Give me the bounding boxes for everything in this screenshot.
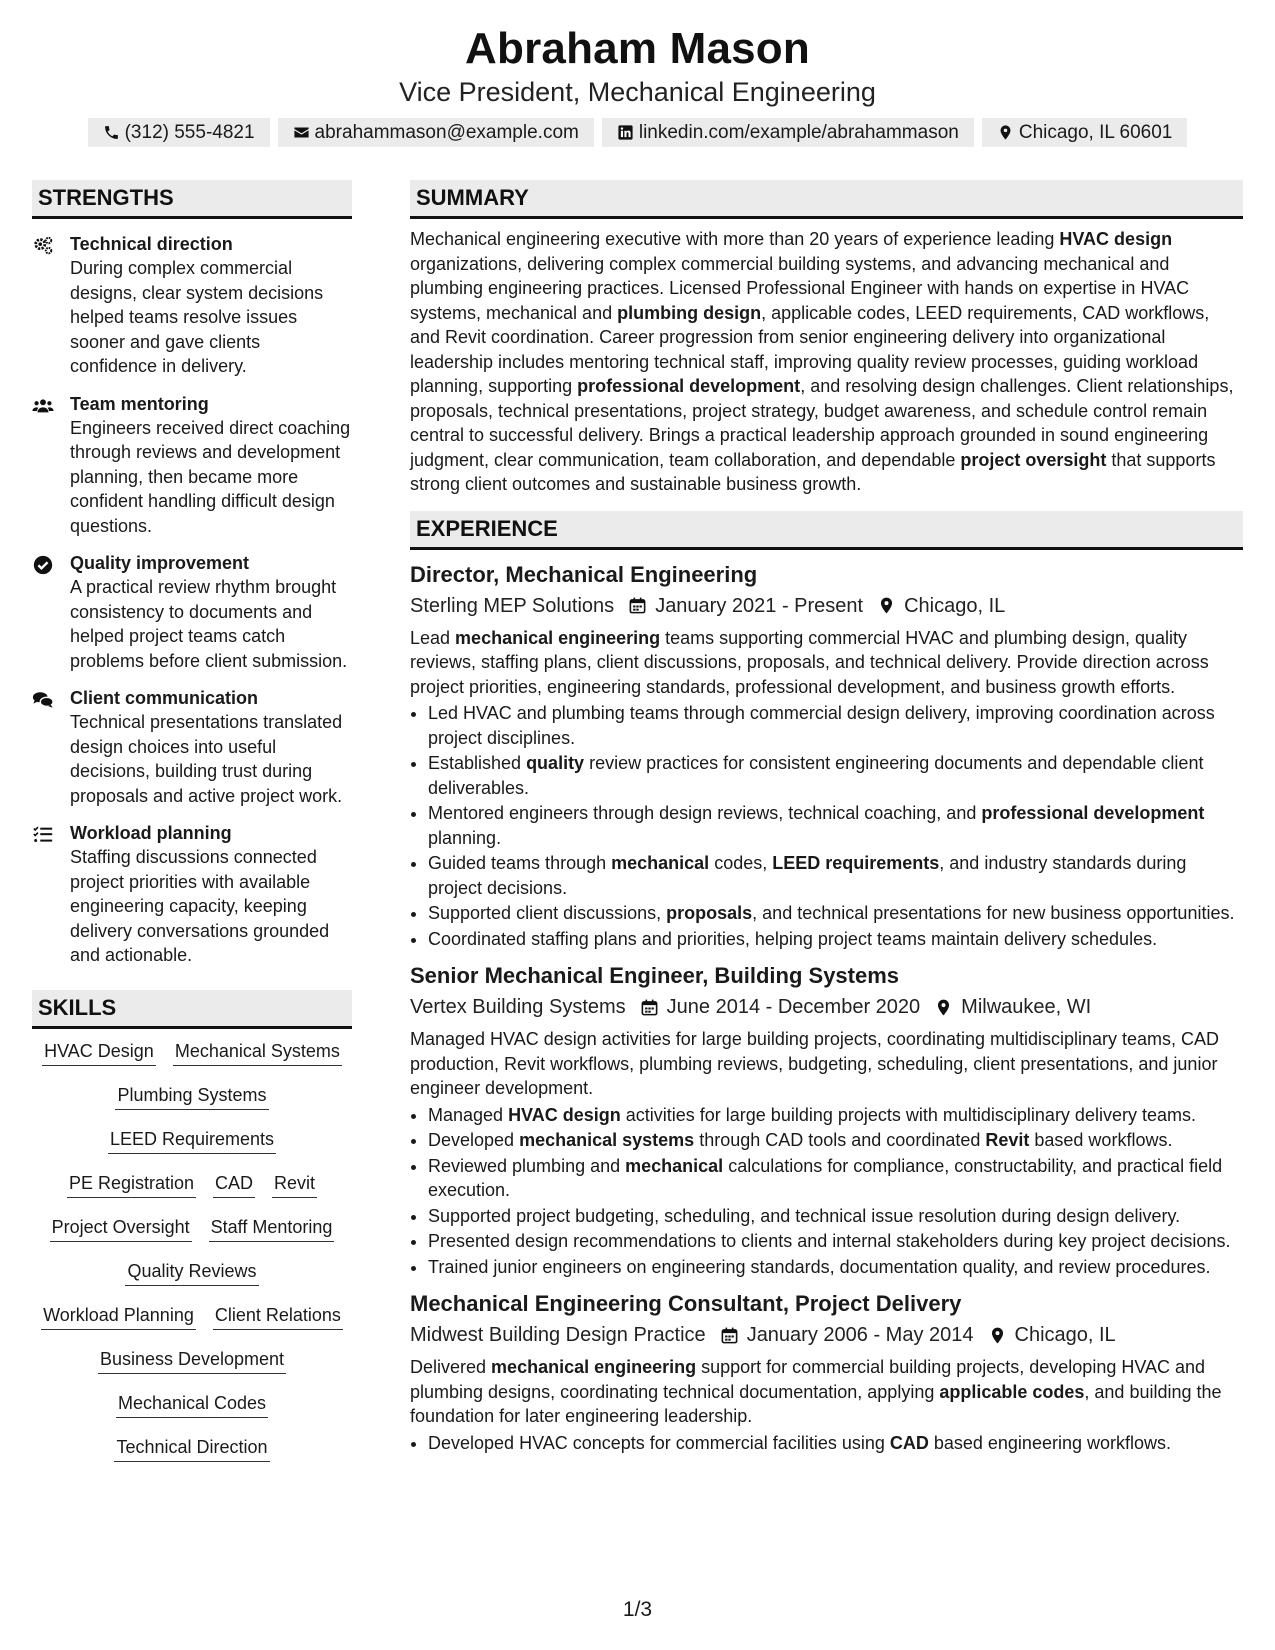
job-description-text: Delivered — [410, 1357, 492, 1377]
strength-text: During complex commercial designs, clear system decisions helped teams resolve issues sooner and gave clients confidence in delivery. — [70, 258, 324, 376]
job-title: Director, Mechanical Engineering — [410, 561, 758, 587]
skill-tag: Workload Planning — [41, 1303, 196, 1330]
left-column — [32, 180, 352, 1479]
list-check-icon — [32, 824, 54, 846]
job-description-bold-text: mechanical engineering — [455, 627, 661, 648]
skill-row — [32, 1347, 352, 1374]
job-title: Senior Mechanical Engineer, Building Systems — [410, 963, 900, 988]
strength-title: Client communication — [70, 688, 259, 708]
job-bullet — [428, 1154, 1243, 1203]
job-meta — [410, 592, 1243, 620]
skill-tag: Plumbing Systems — [115, 1083, 268, 1110]
job-bullet-bold-text: mechanical systems — [519, 1130, 695, 1150]
job-bullet-bold-text: quality — [526, 753, 585, 773]
job-bullet-text: activities for large building projects with multidisciplinary delivery teams. — [620, 1104, 1196, 1125]
calendar-icon — [720, 1326, 739, 1345]
job-bullet-text: codes, — [709, 853, 773, 873]
strength-item — [32, 551, 352, 673]
job-bullet-bold-text: LEED requirements — [772, 853, 940, 873]
skill-tag: Project Oversight — [50, 1215, 192, 1242]
skill-tag: Mechanical Codes — [116, 1391, 268, 1418]
job-location: Milwaukee, WI — [961, 996, 1092, 1018]
experience-list — [410, 560, 1243, 1456]
job-dates: January 2021 - Present — [655, 594, 864, 617]
job-meta — [410, 1321, 1243, 1349]
contact-phone[interactable] — [88, 118, 270, 147]
contact-bar — [0, 118, 1275, 147]
job-bullet-bold-text: proposals — [666, 903, 753, 923]
job-bullet-text: Trained junior engineers on engineering standards, documentation quality, and review procedures. — [428, 1256, 1211, 1277]
job-bullet-text: Guided teams through — [428, 853, 612, 873]
summary-heading: SUMMARY — [410, 180, 1243, 219]
summary-bold-text: plumbing design — [617, 302, 762, 323]
skill-row — [32, 1171, 352, 1198]
job-bullet-text: Supported project budgeting, scheduling, and technical issue resolution during design delivery. — [428, 1205, 1181, 1226]
contact-linkedin-text: linkedin.com/example/abrahammason — [638, 122, 959, 143]
job-description-text: , and building the foundation for later engineering leadership. — [410, 1381, 1222, 1426]
location-pin-icon — [934, 998, 953, 1017]
resume-header — [0, 0, 1275, 147]
skill-tag: Business Development — [98, 1347, 286, 1374]
skill-row — [32, 1303, 352, 1330]
job-bullet-text: Led HVAC and plumbing teams through commercial design delivery, improving coordination across project disciplines. — [428, 703, 1215, 748]
job-bullet-text: based workflows. — [1029, 1130, 1173, 1150]
job-bullet-text: Developed HVAC concepts for commercial facilities using — [428, 1432, 890, 1453]
location-pin-icon — [877, 596, 896, 615]
skills-list — [32, 1029, 352, 1462]
job-bullet-bold-text: Revit — [985, 1130, 1030, 1150]
strength-title: Quality improvement — [70, 553, 250, 573]
job-description-text: Lead — [410, 627, 456, 648]
job-bullet — [428, 801, 1243, 850]
job-company: Sterling MEP Solutions — [410, 594, 615, 617]
summary-bold-text: professional development — [577, 376, 801, 396]
job-bullet-text: through CAD tools and coordinated — [694, 1130, 986, 1150]
job-bullet — [428, 701, 1243, 750]
job-bullet-text: , and technical presentations for new business opportunities. — [752, 903, 1235, 923]
job-bullets — [410, 1103, 1243, 1280]
users-icon — [32, 395, 54, 417]
skill-row — [32, 1215, 352, 1242]
summary-text: Mechanical engineering executive with more than 20 years of experience leading — [410, 229, 1060, 249]
job-location: Chicago, IL — [904, 594, 1006, 617]
skill-row — [32, 1083, 352, 1110]
calendar-icon — [628, 596, 647, 615]
phone-icon — [103, 124, 120, 141]
job-bullet-bold-text: professional development — [981, 803, 1205, 823]
strength-item — [32, 821, 352, 968]
job-bullets — [410, 701, 1243, 951]
job-bullet — [428, 851, 1243, 900]
right-column — [410, 180, 1243, 1479]
job-bullet-bold-text: mechanical — [611, 853, 710, 873]
contact-phone-text: (312) 555-4821 — [124, 122, 255, 143]
skill-tag: LEED Requirements — [108, 1127, 276, 1154]
job-entry — [410, 560, 1243, 952]
job-title: Mechanical Engineering Consultant, Project Delivery — [410, 1291, 962, 1316]
contact-linkedin[interactable] — [602, 118, 974, 147]
job-description — [410, 626, 1243, 700]
job-company: Midwest Building Design Practice — [410, 1324, 706, 1346]
job-description-bold-text: applicable codes — [939, 1381, 1085, 1402]
summary-text: , and resolving design challenges. Client relationships, proposals, technical presentations, project strategy, budget awareness, and schedule control remain central to successful delivery. Brings a practical leadership approach grounded in sound engineering judgment, clear communication, team collaboration, and dependable — [410, 376, 1234, 470]
job-entry — [410, 961, 1243, 1279]
job-bullet-text: Reviewed plumbing and — [428, 1155, 626, 1176]
job-bullet-text: review practices for consistent engineering documents and dependable client deliverables. — [428, 753, 1204, 798]
location-pin-icon — [988, 1326, 1007, 1345]
job-dates: June 2014 - December 2020 — [666, 996, 921, 1018]
job-bullet-text: planning. — [428, 827, 502, 848]
page-number: 1/3 — [622, 1598, 653, 1621]
job-bullet — [428, 751, 1243, 800]
strength-title: Technical direction — [70, 234, 233, 254]
strength-text: A practical review rhythm brought consistency to documents and helped project teams catch problems before client submission. — [70, 577, 348, 671]
job-bullet-text: Developed — [428, 1130, 520, 1150]
skill-tag: Technical Direction — [114, 1435, 269, 1462]
job-bullet — [428, 927, 1243, 952]
contact-location — [982, 118, 1188, 147]
contact-location-text: Chicago, IL 60601 — [1018, 122, 1173, 143]
job-bullet — [428, 1204, 1243, 1229]
job-bullet — [428, 1229, 1243, 1254]
contact-email[interactable] — [278, 118, 594, 147]
skill-row — [32, 1127, 352, 1154]
strength-text: Engineers received direct coaching through reviews and development planning, then became more confident handling difficult design questions. — [70, 417, 351, 536]
envelope-icon — [293, 124, 310, 141]
job-description-text: Managed HVAC design activities for large building projects, coordinating multidisciplinary teams, CAD production, Revit workflows, plumbing reviews, budgeting, scheduling, client presentations, and junior engineer development. — [410, 1029, 1220, 1098]
job-bullets — [410, 1431, 1243, 1456]
job-bullet-text: Coordinated staffing plans and priorities, helping project teams maintain delivery schedules. — [428, 928, 1158, 949]
job-bullet — [428, 1128, 1243, 1153]
job-bullet — [428, 901, 1243, 926]
summary-bold-text: project oversight — [960, 449, 1107, 470]
job-bullet-text: based engineering workflows. — [928, 1432, 1171, 1453]
skill-row — [32, 1259, 352, 1286]
job-description — [410, 1355, 1243, 1429]
strengths-heading: STRENGTHS — [32, 180, 352, 219]
summary-text: that supports strong client outcomes and sustainable business growth. — [410, 449, 1216, 494]
skill-tag: Client Relations — [213, 1303, 343, 1330]
job-bullet-text: Mentored engineers through design reviews, technical coaching, and — [428, 803, 982, 823]
gears-icon — [32, 235, 54, 257]
summary-text: , applicable codes, LEED requirements, CAD workflows, and Revit coordination. Career progression from senior engineering delivery into organizational leadership includes mentoring technical staff, improving quality review processes, guiding workload planning, supporting — [410, 302, 1210, 396]
strength-text: Technical presentations translated design choices into useful decisions, building trust during proposals and active project work. — [70, 712, 343, 806]
skill-row — [32, 1391, 352, 1418]
job-dates: January 2006 - May 2014 — [746, 1324, 974, 1346]
job-bullet — [428, 1255, 1243, 1280]
job-entry — [410, 1289, 1243, 1455]
calendar-icon — [640, 998, 659, 1017]
job-description-text: teams supporting commercial HVAC and plumbing design, quality reviews, staffing plans, client discussions, proposals, and technical delivery. Provide direction across project priorities, engineering standards, professional development, and business growth efforts. — [410, 627, 1209, 697]
job-bullet-text: Supported client discussions, — [428, 903, 667, 923]
summary-bold-text: HVAC design — [1059, 229, 1173, 249]
job-location: Chicago, IL — [1014, 1324, 1116, 1346]
skills-heading: SKILLS — [32, 990, 352, 1029]
job-bullet-text: Presented design recommendations to clients and internal stakeholders during key project decisions. — [428, 1231, 1231, 1251]
skill-tag: Staff Mentoring — [209, 1215, 335, 1242]
strength-item — [32, 232, 352, 379]
strength-title: Workload planning — [70, 823, 232, 843]
skill-tag: HVAC Design — [42, 1039, 156, 1066]
skill-row — [32, 1435, 352, 1462]
skill-tag: Revit — [272, 1171, 317, 1198]
skill-row — [32, 1039, 352, 1066]
contact-email-text: abrahammason@example.com — [314, 122, 579, 143]
skill-tag: CAD — [213, 1171, 255, 1198]
job-bullet-text: Managed — [428, 1104, 509, 1125]
location-pin-icon — [997, 124, 1014, 141]
skill-tag: Quality Reviews — [125, 1259, 258, 1286]
job-meta — [410, 993, 1243, 1021]
candidate-title: Vice President, Mechanical Engineering — [399, 77, 876, 107]
job-description-bold-text: mechanical engineering — [491, 1357, 697, 1377]
job-bullet-text: Established — [428, 753, 527, 773]
comments-icon — [32, 689, 54, 711]
job-bullet-text: calculations for compliance, constructability, and practical field execution. — [428, 1155, 1223, 1200]
strength-text: Staffing discussions connected project priorities with available engineering capacity, keeping delivery conversations grounded and actionable. — [70, 847, 330, 965]
skill-tag: Mechanical Systems — [173, 1039, 342, 1066]
strength-title: Team mentoring — [70, 393, 209, 414]
experience-heading: EXPERIENCE — [410, 511, 1243, 550]
resume-body — [32, 180, 1243, 1479]
check-circle-icon — [32, 554, 54, 576]
job-bullet-bold-text: mechanical — [625, 1155, 724, 1176]
linkedin-icon — [617, 124, 634, 141]
job-bullet — [428, 1431, 1243, 1456]
summary-text: organizations, delivering complex commercial building systems, and advancing mechanical and plumbing engineering practices. Licensed Professional Engineer with hands on expertise in HVAC systems, mechanical and — [410, 253, 1190, 323]
strength-item — [32, 686, 352, 808]
candidate-name: Abraham Mason — [465, 24, 810, 73]
job-description-text: support for commercial building projects, developing HVAC and plumbing designs, coordinating technical documentation, applying — [410, 1357, 1206, 1402]
job-bullet — [428, 1103, 1243, 1128]
job-bullet-bold-text: CAD — [889, 1432, 929, 1453]
job-bullet-text: , and industry standards during project decisions. — [428, 853, 1187, 898]
job-company: Vertex Building Systems — [410, 996, 626, 1018]
job-bullet-bold-text: HVAC design — [508, 1104, 621, 1125]
strength-item — [32, 392, 352, 539]
job-description — [410, 1027, 1243, 1101]
summary-text — [410, 227, 1243, 497]
skill-tag: PE Registration — [67, 1171, 196, 1198]
